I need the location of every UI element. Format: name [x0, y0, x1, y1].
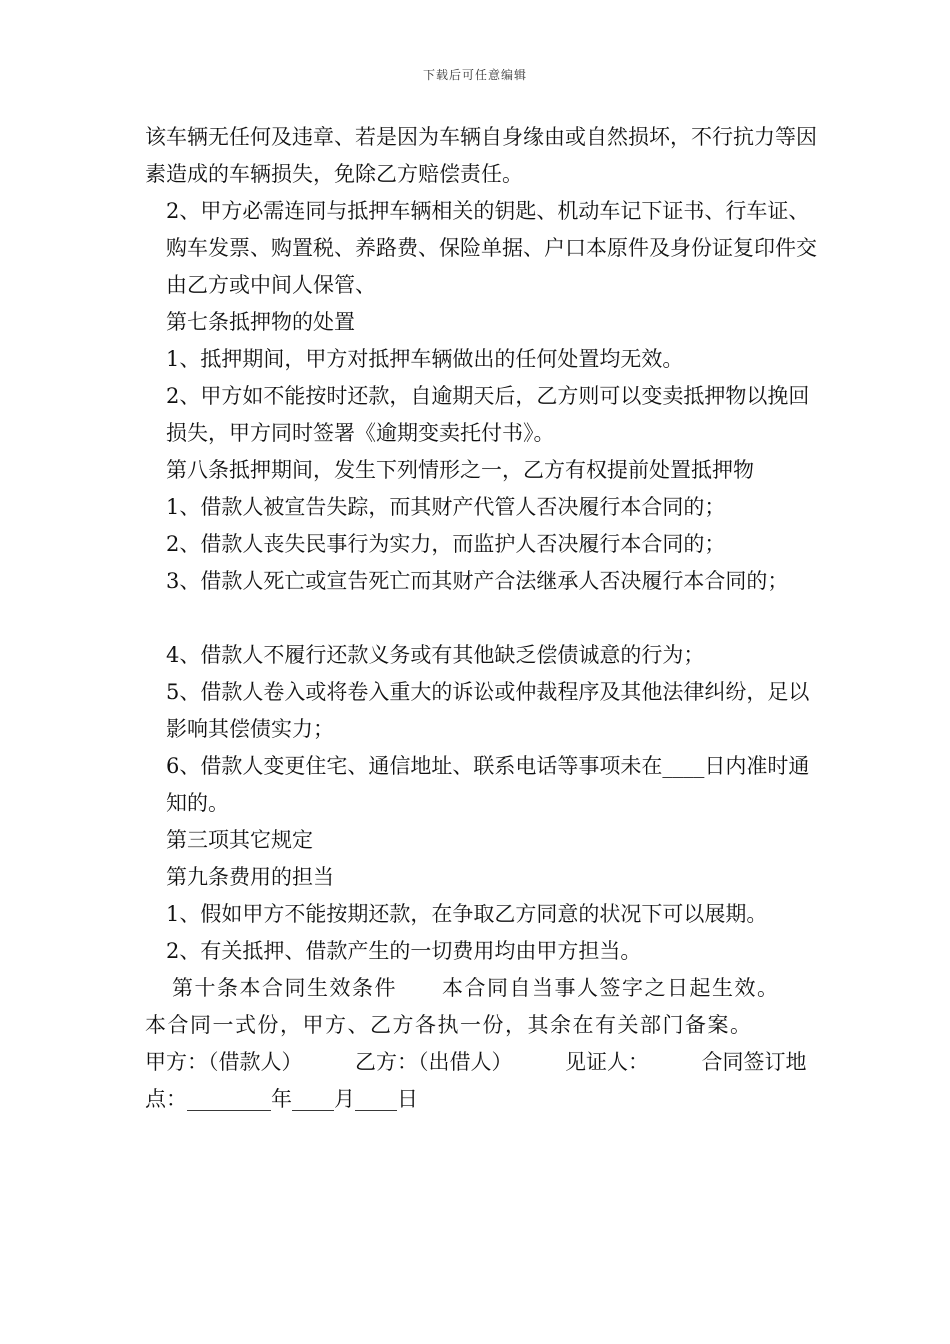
document-body — [145, 119, 825, 1118]
page-header: 下载后可任意编辑 — [422, 68, 527, 82]
paragraph-clause-6-2: 2、甲方必需连同与抵押车辆相关的钥匙、机动车记下证书、行车证、购车发票、购置税、养路费、保险单据、户口本原件及身份证复印件交由乙方或中间人保管、 — [166, 199, 817, 297]
paragraph-clause-7-1: 1、抵押期间，甲方对抵押车辆做出的任何处置均无效。 — [166, 347, 684, 371]
signature-line: 甲方：（借款人） 乙方：（出借人） 见证人： 合同签订地点：________年____月____日 — [145, 1050, 807, 1111]
copies-text: 本合同一式份，甲方、乙方各执一份，其余在有关部门备案。 — [145, 1013, 753, 1037]
paragraph-clause-8-2: 2、借款人丧失民事行为实力，而监护人否决履行本合同的； — [166, 532, 726, 556]
article-9-title: 第九条费用的担当 — [166, 865, 334, 889]
paragraph-clause-7-2: 2、甲方如不能按时还款，自逾期天后，乙方则可以变卖抵押物以挽回损失，甲方同时签署《逾期变卖托付书》。 — [166, 384, 810, 445]
paragraph-vehicle-liability: 该车辆无任何及违章、若是因为车辆自身缘由或自然损坏，不行抗力等因素造成的车辆损失，免除乙方赔偿责任。 — [145, 125, 817, 186]
paragraph-clause-9-2: 2、有关抵押、借款产生的一切费用均由甲方担当。 — [166, 939, 642, 963]
paragraph-clause-8-5: 5、借款人卷入或将卷入重大的诉讼或仲裁程序及其他法律纠纷，足以影响其偿债实力； — [166, 680, 810, 741]
article-8-title: 第八条抵押期间，发生下列情形之一，乙方有权提前处置抵押物 — [166, 458, 754, 482]
section-3-title: 第三项其它规定 — [166, 828, 313, 852]
paragraph-clause-9-1: 1、假如甲方不能按期还款，在争取乙方同意的状况下可以展期。 — [166, 902, 768, 926]
article-7-title: 第七条抵押物的处置 — [166, 310, 355, 334]
paragraph-clause-8-1: 1、借款人被宣告失踪，而其财产代管人否决履行本合同的； — [166, 495, 726, 519]
paragraph-clause-8-4: 4、借款人不履行还款义务或有其他缺乏偿债诚意的行为； — [166, 643, 705, 667]
blank-line — [145, 600, 825, 637]
paragraph-clause-8-6: 6、借款人变更住宅、通信地址、联系电话等事项未在____日内准时通知的。 — [166, 754, 810, 815]
article-10-text: 第十条本合同生效条件 本合同自当事人签字之日起生效。 — [172, 976, 780, 1000]
paragraph-clause-8-3: 3、借款人死亡或宣告死亡而其财产合法继承人否决履行本合同的； — [166, 569, 789, 593]
